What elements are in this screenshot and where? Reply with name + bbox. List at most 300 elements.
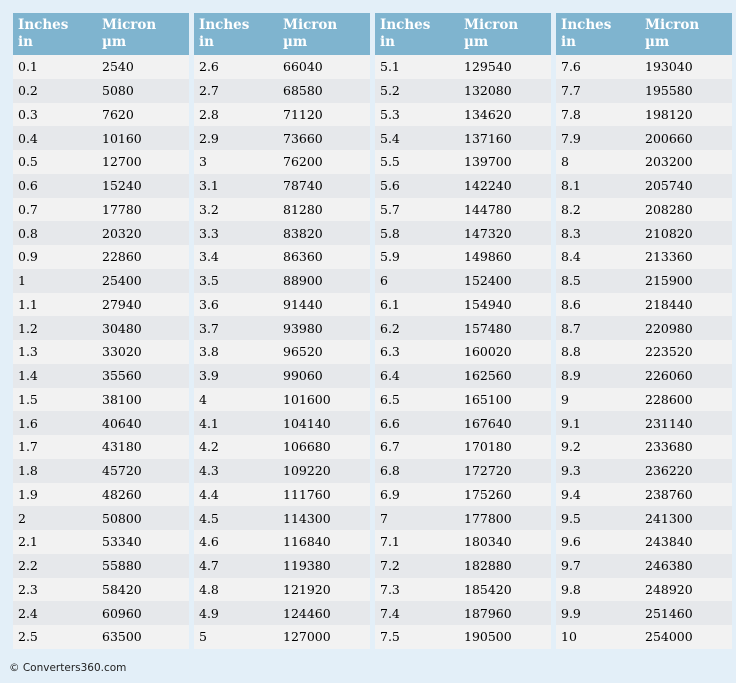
table-row bbox=[13, 126, 189, 150]
table-row bbox=[13, 174, 189, 198]
inches-cell: 6 bbox=[375, 269, 459, 293]
inches-cell: 2.8 bbox=[194, 103, 278, 127]
inches-cell: 6.7 bbox=[375, 435, 459, 459]
inches-header-label: Inches bbox=[199, 17, 250, 33]
inches-cell: 3.2 bbox=[194, 198, 278, 222]
micron-cell: 27940 bbox=[97, 293, 189, 317]
inches-cell: 2.5 bbox=[13, 625, 97, 649]
table-row bbox=[194, 269, 370, 293]
inches-cell: 7.8 bbox=[556, 103, 640, 127]
inches-cell: 0.7 bbox=[13, 198, 97, 222]
table-row bbox=[556, 174, 732, 198]
inches-cell: 6.9 bbox=[375, 483, 459, 507]
inches-column-header bbox=[556, 13, 640, 55]
micron-unit-label: µm bbox=[645, 34, 670, 50]
micron-cell: 58420 bbox=[97, 578, 189, 602]
table-row bbox=[194, 601, 370, 625]
inches-cell: 5.2 bbox=[375, 79, 459, 103]
inches-cell: 1.4 bbox=[13, 364, 97, 388]
conversion-tables bbox=[13, 13, 733, 653]
micron-cell: 111760 bbox=[278, 483, 370, 507]
micron-cell: 248920 bbox=[640, 578, 732, 602]
inches-cell: 8.2 bbox=[556, 198, 640, 222]
micron-cell: 175260 bbox=[459, 483, 551, 507]
table-row bbox=[375, 554, 551, 578]
inches-cell: 2.2 bbox=[13, 554, 97, 578]
table-row bbox=[375, 150, 551, 174]
micron-unit-label: µm bbox=[464, 34, 489, 50]
inches-cell: 5.1 bbox=[375, 55, 459, 79]
inches-column-header bbox=[375, 13, 459, 55]
micron-cell: 205740 bbox=[640, 174, 732, 198]
micron-cell: 198120 bbox=[640, 103, 732, 127]
micron-cell: 22860 bbox=[97, 245, 189, 269]
inches-header-label: Inches bbox=[380, 17, 431, 33]
micron-cell: 119380 bbox=[278, 554, 370, 578]
micron-cell: 203200 bbox=[640, 150, 732, 174]
inches-cell: 2.1 bbox=[13, 530, 97, 554]
table-row bbox=[13, 79, 189, 103]
inches-cell: 0.4 bbox=[13, 126, 97, 150]
table-row bbox=[375, 578, 551, 602]
inches-cell: 1.8 bbox=[13, 459, 97, 483]
micron-cell: 134620 bbox=[459, 103, 551, 127]
micron-cell: 246380 bbox=[640, 554, 732, 578]
micron-cell: 231140 bbox=[640, 411, 732, 435]
table-row bbox=[375, 221, 551, 245]
table-row bbox=[556, 126, 732, 150]
table-row bbox=[375, 364, 551, 388]
table-row bbox=[194, 459, 370, 483]
table-row bbox=[556, 198, 732, 222]
micron-cell: 40640 bbox=[97, 411, 189, 435]
table-row bbox=[375, 483, 551, 507]
table-row bbox=[13, 316, 189, 340]
inches-cell: 3.3 bbox=[194, 221, 278, 245]
micron-cell: 236220 bbox=[640, 459, 732, 483]
inches-cell: 3.9 bbox=[194, 364, 278, 388]
table-row bbox=[556, 459, 732, 483]
table-row bbox=[556, 316, 732, 340]
inches-cell: 0.6 bbox=[13, 174, 97, 198]
micron-cell: 17780 bbox=[97, 198, 189, 222]
table-row bbox=[556, 601, 732, 625]
table-row bbox=[375, 198, 551, 222]
table-row bbox=[375, 174, 551, 198]
inches-cell: 4.2 bbox=[194, 435, 278, 459]
micron-cell: 78740 bbox=[278, 174, 370, 198]
table-row bbox=[194, 388, 370, 412]
inches-cell: 9.1 bbox=[556, 411, 640, 435]
table-row bbox=[556, 578, 732, 602]
micron-cell: 195580 bbox=[640, 79, 732, 103]
table-row bbox=[194, 364, 370, 388]
table-row bbox=[556, 506, 732, 530]
inches-cell: 0.5 bbox=[13, 150, 97, 174]
inches-cell: 6.6 bbox=[375, 411, 459, 435]
micron-cell: 96520 bbox=[278, 340, 370, 364]
micron-cell: 251460 bbox=[640, 601, 732, 625]
micron-cell: 71120 bbox=[278, 103, 370, 127]
inches-cell: 2.4 bbox=[13, 601, 97, 625]
micron-cell: 60960 bbox=[97, 601, 189, 625]
micron-cell: 243840 bbox=[640, 530, 732, 554]
table-row bbox=[13, 530, 189, 554]
inches-cell: 5.3 bbox=[375, 103, 459, 127]
micron-cell: 208280 bbox=[640, 198, 732, 222]
table-row bbox=[556, 79, 732, 103]
inches-cell: 5.8 bbox=[375, 221, 459, 245]
table-row bbox=[194, 126, 370, 150]
table-row bbox=[556, 221, 732, 245]
micron-cell: 20320 bbox=[97, 221, 189, 245]
micron-cell: 162560 bbox=[459, 364, 551, 388]
table-row bbox=[13, 269, 189, 293]
inches-cell: 5.7 bbox=[375, 198, 459, 222]
micron-cell: 33020 bbox=[97, 340, 189, 364]
micron-cell: 83820 bbox=[278, 221, 370, 245]
table-row bbox=[13, 340, 189, 364]
inches-cell: 9.7 bbox=[556, 554, 640, 578]
micron-cell: 233680 bbox=[640, 435, 732, 459]
micron-cell: 48260 bbox=[97, 483, 189, 507]
micron-cell: 121920 bbox=[278, 578, 370, 602]
table-row bbox=[375, 269, 551, 293]
micron-cell: 25400 bbox=[97, 269, 189, 293]
inches-cell: 0.8 bbox=[13, 221, 97, 245]
conversion-table-4 bbox=[556, 13, 732, 649]
micron-cell: 81280 bbox=[278, 198, 370, 222]
inches-cell: 1.5 bbox=[13, 388, 97, 412]
micron-cell: 63500 bbox=[97, 625, 189, 649]
table-row bbox=[556, 435, 732, 459]
micron-cell: 149860 bbox=[459, 245, 551, 269]
micron-cell: 7620 bbox=[97, 103, 189, 127]
inches-cell: 2.7 bbox=[194, 79, 278, 103]
inches-unit-label: in bbox=[561, 34, 576, 50]
table-row bbox=[194, 340, 370, 364]
inches-cell: 7.2 bbox=[375, 554, 459, 578]
inches-cell: 8.7 bbox=[556, 316, 640, 340]
micron-cell: 187960 bbox=[459, 601, 551, 625]
micron-cell: 220980 bbox=[640, 316, 732, 340]
inches-cell: 9.5 bbox=[556, 506, 640, 530]
table-row bbox=[194, 55, 370, 79]
inches-cell: 4.8 bbox=[194, 578, 278, 602]
table-row bbox=[375, 411, 551, 435]
micron-cell: 76200 bbox=[278, 150, 370, 174]
micron-cell: 43180 bbox=[97, 435, 189, 459]
inches-column-header bbox=[13, 13, 97, 55]
inches-cell: 6.8 bbox=[375, 459, 459, 483]
inches-cell: 7.1 bbox=[375, 530, 459, 554]
inches-cell: 9.4 bbox=[556, 483, 640, 507]
table-row bbox=[13, 221, 189, 245]
micron-cell: 2540 bbox=[97, 55, 189, 79]
micron-cell: 50800 bbox=[97, 506, 189, 530]
table-row bbox=[13, 459, 189, 483]
table-header-row bbox=[375, 13, 551, 55]
inches-cell: 6.1 bbox=[375, 293, 459, 317]
inches-cell: 0.1 bbox=[13, 55, 97, 79]
micron-cell: 114300 bbox=[278, 506, 370, 530]
micron-cell: 106680 bbox=[278, 435, 370, 459]
inches-cell: 6.2 bbox=[375, 316, 459, 340]
inches-cell: 2.9 bbox=[194, 126, 278, 150]
micron-cell: 53340 bbox=[97, 530, 189, 554]
table-row bbox=[13, 388, 189, 412]
micron-cell: 147320 bbox=[459, 221, 551, 245]
micron-cell: 93980 bbox=[278, 316, 370, 340]
micron-cell: 73660 bbox=[278, 126, 370, 150]
inches-cell: 8.9 bbox=[556, 364, 640, 388]
table-row bbox=[13, 578, 189, 602]
inches-cell: 9.3 bbox=[556, 459, 640, 483]
micron-cell: 152400 bbox=[459, 269, 551, 293]
micron-cell: 38100 bbox=[97, 388, 189, 412]
micron-cell: 101600 bbox=[278, 388, 370, 412]
micron-column-header bbox=[97, 13, 189, 55]
micron-cell: 142240 bbox=[459, 174, 551, 198]
inches-cell: 1.1 bbox=[13, 293, 97, 317]
table-header-row bbox=[194, 13, 370, 55]
table-row bbox=[13, 245, 189, 269]
conversion-table-1 bbox=[13, 13, 189, 649]
table-row bbox=[194, 554, 370, 578]
table-row bbox=[375, 55, 551, 79]
inches-header-label: Inches bbox=[18, 17, 69, 33]
micron-cell: 170180 bbox=[459, 435, 551, 459]
table-row bbox=[194, 198, 370, 222]
copyright-notice: © Converters360.com bbox=[9, 662, 127, 674]
table-row bbox=[13, 435, 189, 459]
micron-cell: 200660 bbox=[640, 126, 732, 150]
micron-cell: 190500 bbox=[459, 625, 551, 649]
micron-cell: 223520 bbox=[640, 340, 732, 364]
table-row bbox=[375, 126, 551, 150]
inches-cell: 5.6 bbox=[375, 174, 459, 198]
inches-cell: 3.4 bbox=[194, 245, 278, 269]
micron-cell: 165100 bbox=[459, 388, 551, 412]
inches-cell: 9 bbox=[556, 388, 640, 412]
table-row bbox=[194, 578, 370, 602]
table-row bbox=[194, 245, 370, 269]
inches-cell: 1 bbox=[13, 269, 97, 293]
inches-cell: 8.8 bbox=[556, 340, 640, 364]
inches-cell: 3.7 bbox=[194, 316, 278, 340]
micron-cell: 15240 bbox=[97, 174, 189, 198]
inches-cell: 10 bbox=[556, 625, 640, 649]
micron-cell: 45720 bbox=[97, 459, 189, 483]
micron-cell: 104140 bbox=[278, 411, 370, 435]
inches-cell: 1.7 bbox=[13, 435, 97, 459]
inches-cell: 1.2 bbox=[13, 316, 97, 340]
table-row bbox=[13, 293, 189, 317]
micron-cell: 238760 bbox=[640, 483, 732, 507]
micron-cell: 177800 bbox=[459, 506, 551, 530]
table-row bbox=[194, 79, 370, 103]
table-row bbox=[13, 601, 189, 625]
inches-unit-label: in bbox=[199, 34, 214, 50]
micron-cell: 127000 bbox=[278, 625, 370, 649]
micron-cell: 66040 bbox=[278, 55, 370, 79]
inches-cell: 4.6 bbox=[194, 530, 278, 554]
table-header-row bbox=[13, 13, 189, 55]
conversion-table-2 bbox=[194, 13, 370, 649]
micron-cell: 30480 bbox=[97, 316, 189, 340]
micron-cell: 144780 bbox=[459, 198, 551, 222]
inches-unit-label: in bbox=[380, 34, 395, 50]
inches-cell: 7.4 bbox=[375, 601, 459, 625]
inches-cell: 2 bbox=[13, 506, 97, 530]
micron-cell: 172720 bbox=[459, 459, 551, 483]
micron-cell: 160020 bbox=[459, 340, 551, 364]
micron-cell: 129540 bbox=[459, 55, 551, 79]
table-row bbox=[13, 483, 189, 507]
table-row bbox=[556, 483, 732, 507]
micron-column-header bbox=[278, 13, 370, 55]
table-row bbox=[13, 198, 189, 222]
inches-cell: 6.3 bbox=[375, 340, 459, 364]
table-row bbox=[556, 625, 732, 649]
inches-cell: 3.6 bbox=[194, 293, 278, 317]
inches-cell: 4.9 bbox=[194, 601, 278, 625]
table-row bbox=[556, 245, 732, 269]
table-row bbox=[556, 340, 732, 364]
inches-cell: 3.5 bbox=[194, 269, 278, 293]
micron-cell: 185420 bbox=[459, 578, 551, 602]
micron-cell: 218440 bbox=[640, 293, 732, 317]
inches-cell: 9.6 bbox=[556, 530, 640, 554]
micron-cell: 12700 bbox=[97, 150, 189, 174]
micron-cell: 132080 bbox=[459, 79, 551, 103]
table-row bbox=[13, 554, 189, 578]
table-row bbox=[13, 103, 189, 127]
table-row bbox=[13, 55, 189, 79]
micron-cell: 139700 bbox=[459, 150, 551, 174]
table-row bbox=[556, 150, 732, 174]
inches-cell: 1.9 bbox=[13, 483, 97, 507]
conversion-table-3 bbox=[375, 13, 551, 649]
micron-cell: 154940 bbox=[459, 293, 551, 317]
micron-cell: 137160 bbox=[459, 126, 551, 150]
table-row bbox=[375, 103, 551, 127]
micron-cell: 91440 bbox=[278, 293, 370, 317]
micron-cell: 109220 bbox=[278, 459, 370, 483]
inches-cell: 0.2 bbox=[13, 79, 97, 103]
inches-cell: 2.3 bbox=[13, 578, 97, 602]
inches-cell: 5 bbox=[194, 625, 278, 649]
table-row bbox=[194, 435, 370, 459]
micron-cell: 86360 bbox=[278, 245, 370, 269]
inches-cell: 9.8 bbox=[556, 578, 640, 602]
micron-cell: 193040 bbox=[640, 55, 732, 79]
table-row bbox=[556, 103, 732, 127]
table-row bbox=[375, 79, 551, 103]
inches-unit-label: in bbox=[18, 34, 33, 50]
inches-cell: 8 bbox=[556, 150, 640, 174]
inches-cell: 4.7 bbox=[194, 554, 278, 578]
micron-column-header bbox=[459, 13, 551, 55]
inches-header-label: Inches bbox=[561, 17, 612, 33]
micron-cell: 157480 bbox=[459, 316, 551, 340]
table-row bbox=[556, 554, 732, 578]
micron-unit-label: µm bbox=[283, 34, 308, 50]
inches-cell: 5.5 bbox=[375, 150, 459, 174]
inches-column-header bbox=[194, 13, 278, 55]
micron-header-label: Micron bbox=[283, 17, 338, 33]
table-row bbox=[194, 625, 370, 649]
table-row bbox=[375, 459, 551, 483]
micron-cell: 5080 bbox=[97, 79, 189, 103]
inches-cell: 3 bbox=[194, 150, 278, 174]
inches-cell: 5.4 bbox=[375, 126, 459, 150]
micron-header-label: Micron bbox=[645, 17, 700, 33]
micron-cell: 180340 bbox=[459, 530, 551, 554]
table-row bbox=[375, 530, 551, 554]
inches-cell: 1.6 bbox=[13, 411, 97, 435]
micron-cell: 241300 bbox=[640, 506, 732, 530]
table-row bbox=[194, 483, 370, 507]
inches-cell: 6.4 bbox=[375, 364, 459, 388]
inches-cell: 8.5 bbox=[556, 269, 640, 293]
table-row bbox=[375, 245, 551, 269]
micron-cell: 182880 bbox=[459, 554, 551, 578]
inches-cell: 3.8 bbox=[194, 340, 278, 364]
micron-unit-label: µm bbox=[102, 34, 127, 50]
inches-cell: 5.9 bbox=[375, 245, 459, 269]
table-row bbox=[375, 506, 551, 530]
micron-cell: 210820 bbox=[640, 221, 732, 245]
micron-cell: 35560 bbox=[97, 364, 189, 388]
micron-cell: 88900 bbox=[278, 269, 370, 293]
table-row bbox=[13, 411, 189, 435]
table-row bbox=[194, 103, 370, 127]
micron-cell: 124460 bbox=[278, 601, 370, 625]
table-row bbox=[556, 411, 732, 435]
inches-cell: 4.5 bbox=[194, 506, 278, 530]
table-row bbox=[194, 411, 370, 435]
micron-cell: 213360 bbox=[640, 245, 732, 269]
table-row bbox=[13, 150, 189, 174]
inches-cell: 3.1 bbox=[194, 174, 278, 198]
micron-header-label: Micron bbox=[464, 17, 519, 33]
table-row bbox=[375, 435, 551, 459]
inches-cell: 4.3 bbox=[194, 459, 278, 483]
micron-cell: 167640 bbox=[459, 411, 551, 435]
micron-cell: 99060 bbox=[278, 364, 370, 388]
table-row bbox=[375, 388, 551, 412]
table-row bbox=[194, 150, 370, 174]
inches-cell: 4.4 bbox=[194, 483, 278, 507]
table-row bbox=[556, 364, 732, 388]
table-row bbox=[375, 293, 551, 317]
micron-cell: 55880 bbox=[97, 554, 189, 578]
table-row bbox=[13, 506, 189, 530]
table-row bbox=[13, 625, 189, 649]
inches-cell: 7.7 bbox=[556, 79, 640, 103]
table-row bbox=[194, 530, 370, 554]
micron-cell: 68580 bbox=[278, 79, 370, 103]
inches-cell: 7.5 bbox=[375, 625, 459, 649]
table-row bbox=[194, 221, 370, 245]
micron-cell: 215900 bbox=[640, 269, 732, 293]
inches-cell: 7.3 bbox=[375, 578, 459, 602]
inches-cell: 8.6 bbox=[556, 293, 640, 317]
table-row bbox=[556, 530, 732, 554]
inches-cell: 2.6 bbox=[194, 55, 278, 79]
inches-cell: 4.1 bbox=[194, 411, 278, 435]
